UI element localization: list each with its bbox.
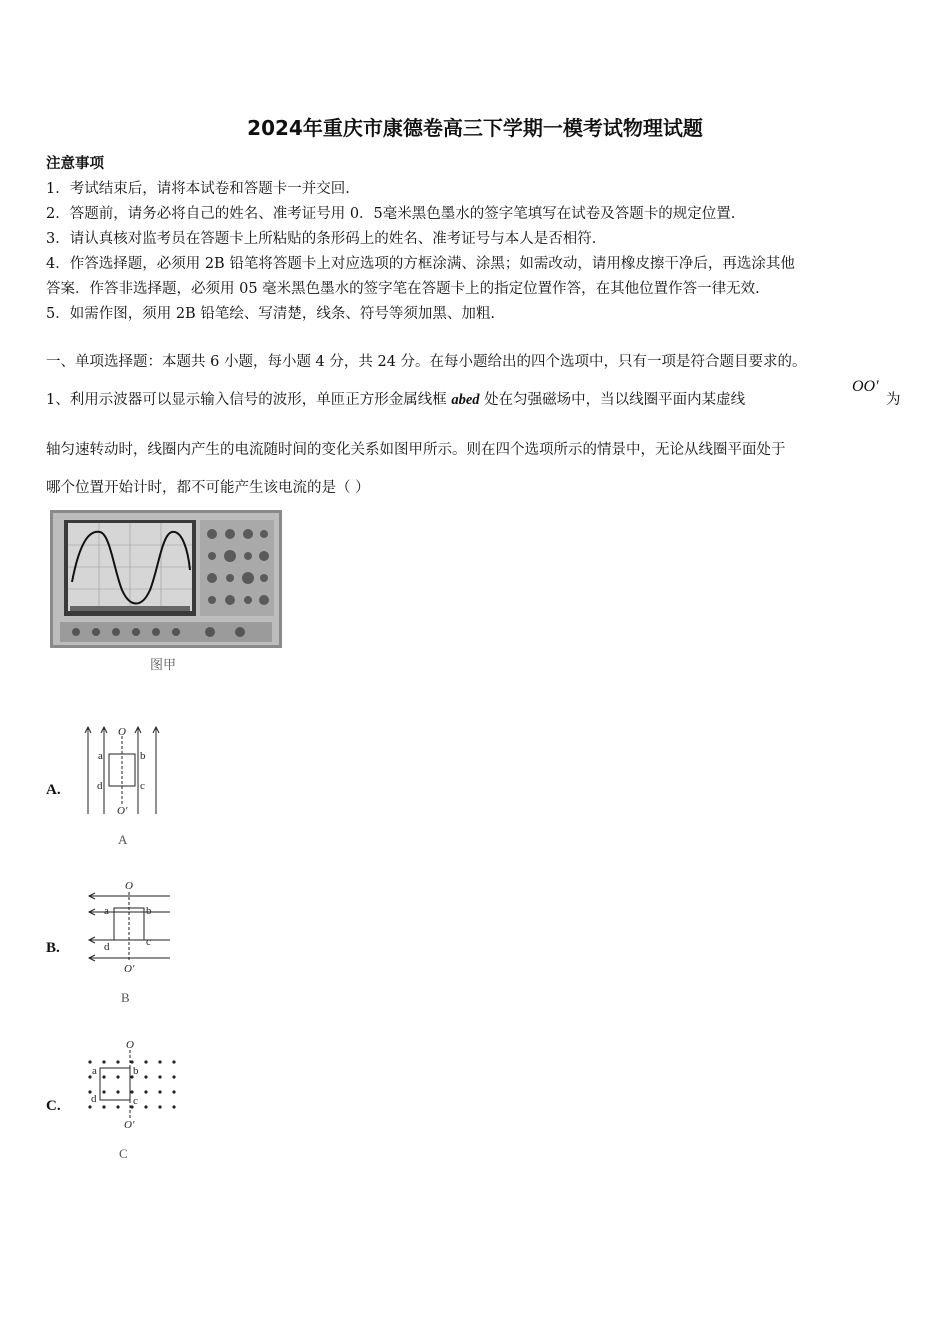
notice-item: 3．请认真核对监考员在答题卡上所粘贴的条形码上的姓名、准考证号与本人是否相符. — [46, 231, 597, 247]
label-c: c — [146, 936, 151, 948]
option-a-caption: A — [118, 832, 128, 847]
label-o-prime: O′ — [124, 1119, 135, 1131]
label-b: b — [133, 1065, 139, 1077]
notice-item: 4．作答选择题，必须用 2B 铅笔将答题卡上对应选项的方框涂满、涂黑；如需改动，请用橡皮擦干净后，再选涂其他 — [46, 256, 795, 272]
label-o-prime: O′ — [117, 805, 128, 817]
label-a: a — [98, 750, 103, 762]
oscilloscope-image — [50, 510, 282, 652]
option-c-caption: C — [119, 1146, 128, 1161]
page-title: 2024年重庆市康德卷高三下学期一模考试物理试题 — [247, 116, 703, 140]
notice-item: 1．考试结束后，请将本试卷和答题卡一并交回. — [46, 181, 350, 197]
label-b: b — [140, 750, 146, 762]
label-c: c — [133, 1095, 138, 1107]
option-a-diagram — [80, 722, 170, 826]
axis-oo-symbol: OO′ — [852, 378, 879, 395]
label-o: O — [125, 880, 133, 892]
notice-item: 5．如需作图，须用 2B 铅笔绘、写清楚，线条、符号等须加黑、加粗. — [46, 306, 495, 322]
notice-item: 2．答题前，请务必将自己的姓名、准考证号用 0．5毫米黑色墨水的签字笔填写在试卷及答题卡的规定位置. — [46, 206, 736, 222]
label-o: O — [118, 726, 126, 738]
question-1-line-2: 轴匀速转动时，线圈内产生的电流随时间的变化关系如图甲所示。则在四个选项所示的情景中，无论从线圈平面处于 — [46, 442, 786, 458]
label-a: a — [104, 905, 109, 917]
label-d: d — [104, 941, 110, 953]
label-d: d — [91, 1093, 97, 1105]
label-o-prime: O′ — [124, 963, 135, 975]
figure-caption: 图甲 — [150, 657, 177, 672]
label-b: b — [146, 905, 152, 917]
option-b-letter: B. — [46, 940, 60, 956]
option-b-caption: B — [121, 990, 130, 1005]
label-a: a — [92, 1065, 97, 1077]
label-c: c — [140, 780, 145, 792]
label-o: O — [126, 1039, 134, 1051]
option-c-diagram — [82, 1036, 182, 1140]
section-heading: 一、单项选择题：本题共 6 小题，每小题 4 分，共 24 分。在每小题给出的四个选项中，只有一项是符合题目要求的。 — [46, 354, 807, 370]
label-d: d — [97, 780, 103, 792]
option-a-letter: A. — [46, 782, 61, 798]
question-1-line-1: 1、利用示波器可以显示输入信号的波形，单匝正方形金属线框 abed 处在匀强磁场中，当以线圈平面内某虚线 — [46, 392, 746, 408]
variable-abed: abed — [451, 392, 480, 408]
question-1-line-1-end: 为 — [886, 392, 901, 408]
option-c-letter: C. — [46, 1098, 61, 1114]
notice-item: 答案．作答非选择题，必须用 05 毫米黑色墨水的签字笔在答题卡上的指定位置作答，在其他位置作答一律无效. — [46, 281, 760, 297]
question-1-line-3: 哪个位置开始计时，都不可能产生该电流的是（ ） — [46, 480, 370, 496]
option-b-diagram — [84, 878, 176, 982]
notice-heading: 注意事项 — [46, 155, 104, 172]
